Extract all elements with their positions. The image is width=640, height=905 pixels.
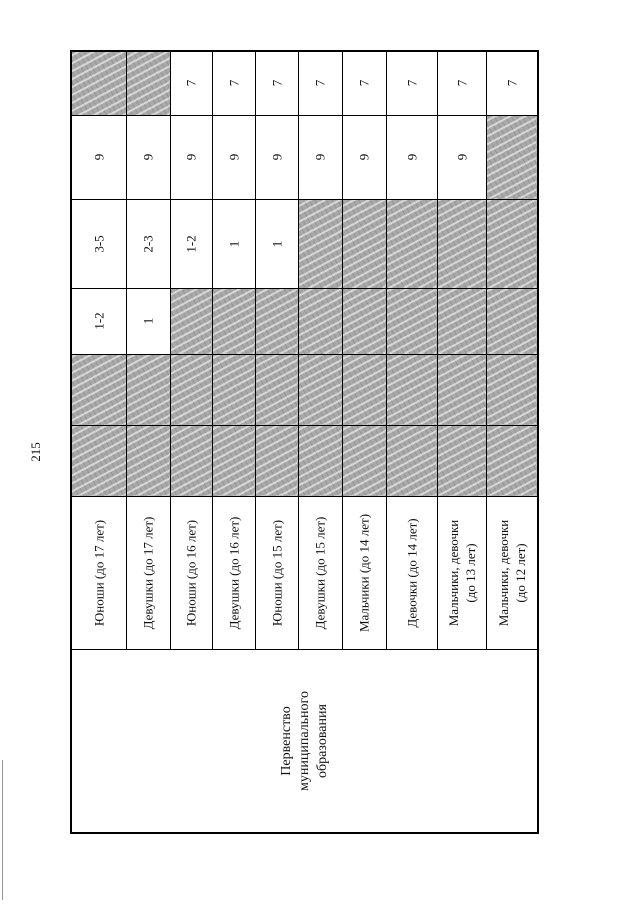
row-rank-7 (71, 51, 538, 115)
category-cell (298, 496, 342, 649)
cell: 7 (255, 51, 298, 115)
cell (255, 288, 298, 354)
cell (170, 425, 212, 496)
row-categories (71, 496, 538, 649)
cell: 2-3 (126, 199, 170, 288)
cell (298, 288, 342, 354)
row-rank-2 (71, 288, 538, 354)
cell (437, 288, 486, 354)
category-cell (170, 496, 212, 649)
cell (437, 354, 486, 425)
cell (170, 354, 212, 425)
cell: 9 (255, 115, 298, 199)
cell (298, 425, 342, 496)
cell (342, 199, 386, 288)
cell (486, 115, 538, 199)
category-cell (126, 496, 170, 649)
cell (71, 354, 126, 425)
category-label: Девочки (до 14 лет) (404, 517, 419, 628)
cell: 7 (298, 51, 342, 115)
page-number: 215 (28, 442, 43, 462)
category-cell (255, 496, 298, 649)
cell: 9 (437, 115, 486, 199)
cell (298, 354, 342, 425)
cell (437, 199, 486, 288)
category-label: Девушки (до 15 лет) (312, 516, 328, 629)
page-edge-line (2, 760, 3, 900)
cell (486, 354, 538, 425)
category-cell (437, 496, 486, 649)
cell: 7 (437, 51, 486, 115)
cell (71, 425, 126, 496)
cell (386, 354, 437, 425)
cell (126, 425, 170, 496)
cell: 9 (212, 115, 255, 199)
cell (386, 425, 437, 496)
cell: 9 (71, 115, 126, 199)
cell (255, 354, 298, 425)
row-rank-3 (71, 199, 538, 288)
category-cell (212, 496, 255, 649)
cell: 7 (386, 51, 437, 115)
cell (486, 199, 538, 288)
cell (386, 199, 437, 288)
competition-label: Первенство муниципального образования (278, 690, 330, 791)
row-rank-1b (71, 354, 538, 425)
row-competition (71, 649, 538, 833)
cell (342, 425, 386, 496)
cell: 1-2 (71, 288, 126, 354)
cell (126, 354, 170, 425)
cell: 7 (486, 51, 538, 115)
cell: 9 (386, 115, 437, 199)
category-label: Девушки (до 16 лет) (226, 516, 241, 629)
cell (71, 51, 126, 115)
cell (212, 425, 255, 496)
results-table (70, 50, 539, 834)
cell (212, 288, 255, 354)
cell: 1 (212, 199, 255, 288)
category-label: Мальчики (до 14 лет) (356, 513, 372, 632)
cell (342, 288, 386, 354)
cell (255, 425, 298, 496)
cell: 9 (170, 115, 212, 199)
category-label: Юноши (до 15 лет) (269, 519, 284, 626)
cell (170, 288, 212, 354)
category-cell (342, 496, 386, 649)
row-rank-1a (71, 425, 538, 496)
category-label: Мальчики, девочки (до 12 лет) (495, 519, 528, 626)
cell: 7 (170, 51, 212, 115)
row-rank-9 (71, 115, 538, 199)
cell (486, 425, 538, 496)
cell (298, 199, 342, 288)
competition-cell (71, 649, 538, 833)
cell: 9 (342, 115, 386, 199)
cell: 3-5 (71, 199, 126, 288)
cell: 7 (342, 51, 386, 115)
cell: 7 (212, 51, 255, 115)
cell (342, 354, 386, 425)
cell: 9 (126, 115, 170, 199)
cell: 1 (126, 288, 170, 354)
category-cell (71, 496, 126, 649)
category-label: Девушки (до 17 лет) (140, 516, 156, 629)
cell: 1 (255, 199, 298, 288)
category-label: Юноши (до 16 лет) (183, 519, 199, 626)
cell (437, 425, 486, 496)
category-label: Юноши (до 17 лет) (91, 519, 107, 626)
cell: 9 (298, 115, 342, 199)
cell (212, 354, 255, 425)
cell (486, 288, 538, 354)
cell (126, 51, 170, 115)
category-cell (386, 496, 437, 649)
cell (386, 288, 437, 354)
category-label: Мальчики, девочки (до 13 лет) (445, 519, 478, 626)
cell: 1-2 (170, 199, 212, 288)
category-cell (486, 496, 538, 649)
